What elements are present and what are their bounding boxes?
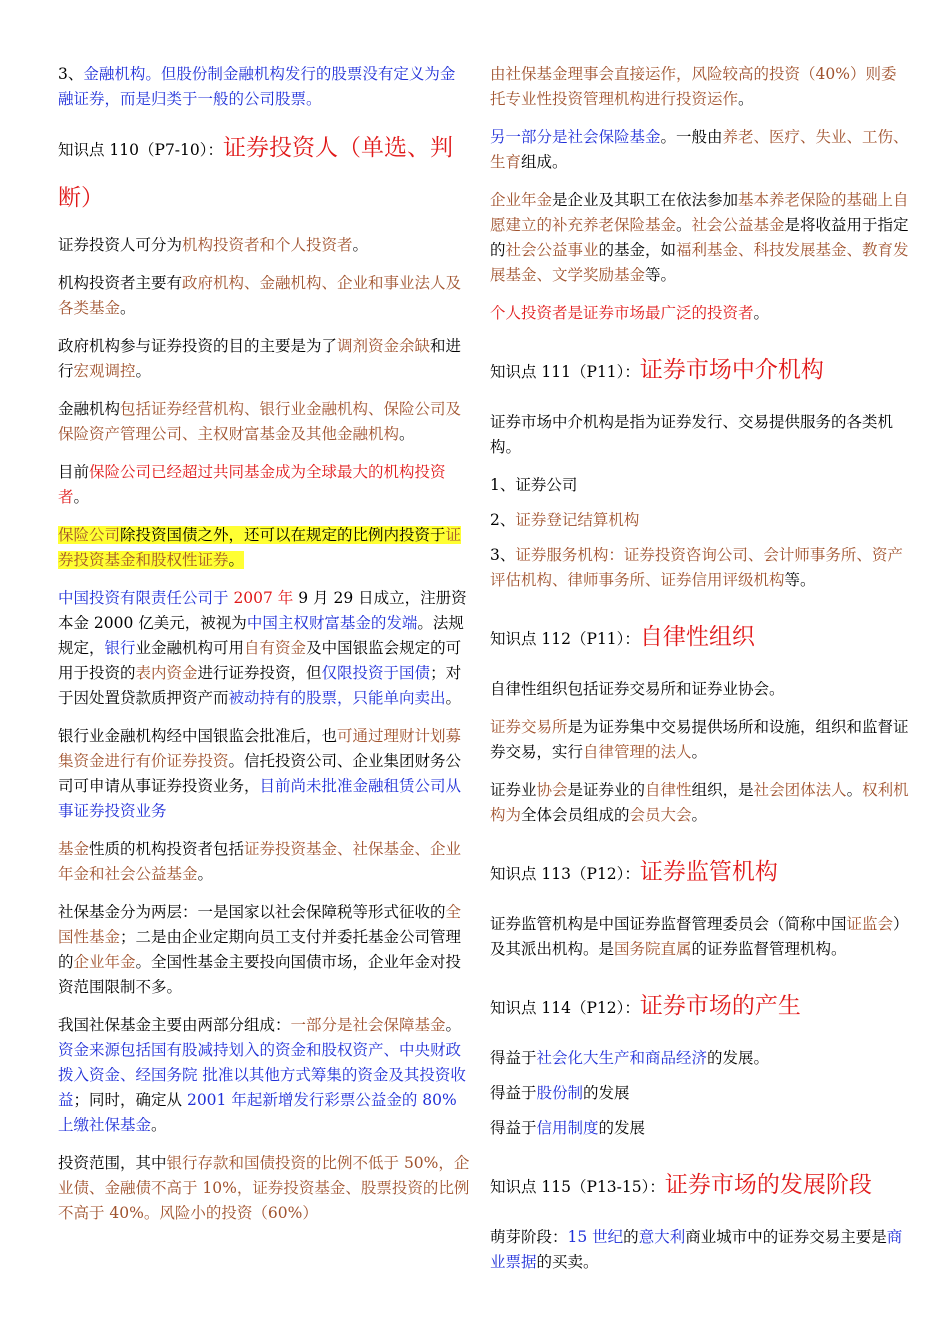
text-segment: 银行业金融机构经中国银监会批准后，也 xyxy=(58,727,338,745)
highlighted-text: 基本养老保险的基础上自愿建立的补充养老保险基金 xyxy=(490,191,909,234)
text-segment: 。 xyxy=(120,299,136,317)
highlighted-text: 社会公益事业 xyxy=(505,241,599,259)
highlighted-text: 被动持有的股票，只能单向卖出 xyxy=(228,689,446,707)
highlighted-text: 目前尚未批准金融租赁公司从事证券投资业务 xyxy=(58,777,462,820)
highlighted-text: 证券登记结算机构 xyxy=(515,511,640,529)
text-segment: 等。 xyxy=(645,266,677,284)
text-segment: 。 xyxy=(197,865,214,883)
highlighted-text: 保险公司 xyxy=(58,526,121,544)
highlighted-text: 资金来源包括国有股减持划入的资金和股权资产、中央财政拨入资金、经国务院 批准以其他方式筹集的资金及其投资收益 xyxy=(58,1041,466,1109)
paragraph xyxy=(490,1225,910,1275)
text-segment: 。 xyxy=(676,216,692,234)
highlighted-text: 社会公益基金 xyxy=(691,216,785,234)
highlighted-text: 社会化大生产和商品经济 xyxy=(536,1049,708,1067)
text-segment: 我国社保基金主要由两部分组成： xyxy=(58,1016,291,1034)
highlighted-text: 证券交易所 xyxy=(490,718,568,736)
highlighted-text: 福利基金、科技发展基金、教育发展基金、文学奖励基金 xyxy=(490,241,909,284)
text-segment: 。 xyxy=(399,425,415,443)
paragraph xyxy=(490,1046,910,1071)
paragraph xyxy=(490,125,910,175)
text-segment: 的发展 xyxy=(583,1084,630,1102)
highlighted-text: 股份制 xyxy=(536,1084,584,1102)
highlighted-text: 仅限投资于国债 xyxy=(321,664,431,682)
paragraph xyxy=(490,715,910,765)
paragraph xyxy=(490,1081,910,1106)
paragraph xyxy=(490,677,910,702)
paragraph xyxy=(58,397,470,447)
text-segment: 组织，是 xyxy=(691,781,754,799)
text-segment: ；同时，确定从 xyxy=(73,1091,187,1109)
text-segment: 及中国银监会规定的可用于投资的 xyxy=(58,639,462,682)
text-segment: 得益于 xyxy=(490,1119,537,1137)
text-segment: 组成。 xyxy=(521,153,568,171)
highlighted-text: 中国主权财富基金的发端 xyxy=(246,614,418,632)
highlighted-text: 意大利 xyxy=(638,1228,686,1246)
paragraph xyxy=(58,271,470,321)
text-segment: 。 xyxy=(691,806,708,824)
text-segment: 是证券业的 xyxy=(567,781,646,799)
paragraph xyxy=(490,301,910,326)
text-segment: 。 xyxy=(753,304,770,322)
highlighted-text: 自有资金 xyxy=(244,639,307,657)
text-segment: 的基金，如 xyxy=(598,241,677,259)
paragraph xyxy=(58,586,470,711)
text-segment: 。 xyxy=(445,1016,462,1034)
knowledge-point-label: 知识点 115（P13-15）： xyxy=(490,1178,665,1196)
highlighted-text: 政府机构、金融机构、企业和事业法人及各类基金 xyxy=(58,274,462,317)
text-segment: 。信托投资公司、企业集团财务公司可申请从事证券投资业务， xyxy=(58,752,462,795)
text-segment: 3、 xyxy=(490,546,516,564)
highlighted-text: 宏观调控 xyxy=(73,362,136,380)
highlighted-text: 协会 xyxy=(536,781,568,799)
highlighted-text: 证券投资基金和股权性证券 xyxy=(58,526,462,569)
highlighted-text: 保险公司已经超过共同基金成为全球最大的机构投资者 xyxy=(58,463,446,506)
knowledge-point-title: 证券市场中介机构 xyxy=(639,357,824,383)
text-segment: 的发展 xyxy=(598,1119,646,1137)
knowledge-point-heading xyxy=(58,125,470,225)
knowledge-point-label: 知识点 110（P7-10）： xyxy=(58,141,224,159)
paragraph xyxy=(58,460,470,510)
highlighted-text: 15 世纪 xyxy=(567,1228,624,1246)
text-segment: 政府机构参与证券投资的目的主要是为了 xyxy=(58,337,338,355)
text-segment: 等。 xyxy=(784,571,816,589)
paragraph xyxy=(490,188,910,288)
text-segment: 。 xyxy=(151,1116,167,1134)
text-segment: 1、证券公司 xyxy=(490,476,578,494)
text-segment: 。法规规定， xyxy=(58,614,464,657)
highlighted-text: 权利机构为 xyxy=(490,781,909,824)
text-segment: 证券投资人可分为 xyxy=(58,236,183,254)
text-segment: 是企业及其职工在依法参加 xyxy=(552,191,739,209)
knowledge-point-title: 证券市场的产生 xyxy=(639,993,801,1019)
highlighted-text: 社会团体法人 xyxy=(753,781,847,799)
text-segment: ；对于因处置贷款质押资产而 xyxy=(58,664,462,707)
highlighted-text: 一部分是社会保障基金 xyxy=(290,1016,446,1034)
knowledge-point-title: 证券市场的发展阶段 xyxy=(664,1172,872,1198)
highlighted-text: 全国性基金 xyxy=(58,903,462,946)
text-segment: 目前 xyxy=(58,463,90,481)
highlighted-text: 机构投资者和个人投资者 xyxy=(182,236,353,254)
paragraph xyxy=(490,778,910,828)
text-segment: 得益于 xyxy=(490,1084,537,1102)
knowledge-point-heading xyxy=(490,615,910,659)
highlighted-text: 自律性 xyxy=(645,781,692,799)
highlighted-text: 证监会 xyxy=(846,915,894,933)
highlighted-text: 由社保基金理事会直接运作，风险较高的投资（40%）则委托专业性投资管理机构进行投资运作 xyxy=(490,65,897,108)
text-segment: 。 xyxy=(691,743,708,761)
text-segment: 进行证券投资，但 xyxy=(197,664,322,682)
highlighted-text: 证券服务机构：证券投资咨询公司、会计师事务所、资产评估机构、律师事务所、证券信用评级机构 xyxy=(490,546,903,589)
knowledge-point-label: 知识点 111（P11）： xyxy=(490,363,640,381)
text-segment: 金融机构 xyxy=(58,400,121,418)
highlighted-text: 表内资金 xyxy=(135,664,198,682)
text-segment: ）及其派出机构。是 xyxy=(490,915,909,958)
text-segment: ；二是由企业定期向员工支付并委托基金公司管理的 xyxy=(58,928,462,971)
text-segment: 的买卖。 xyxy=(536,1253,599,1271)
text-segment: 证券监管机构是中国证券监督管理委员会（简称中国 xyxy=(490,915,847,933)
paragraph xyxy=(58,233,470,258)
knowledge-point-label: 知识点 114（P12）： xyxy=(490,999,640,1017)
text-segment: 得益于 xyxy=(490,1049,537,1067)
paragraph xyxy=(490,410,910,460)
highlighted-text: 。 xyxy=(228,551,245,569)
highlighted-text: 个人投资者是证券市场最广泛的投资者 xyxy=(490,304,754,322)
text-segment: 。 xyxy=(352,236,369,254)
highlighted-text: 基金 xyxy=(58,840,90,858)
knowledge-point-label: 知识点 112（P11）： xyxy=(490,630,640,648)
highlighted-text: 包括证券经营机构、银行业金融机构、保险公司及保险资产管理公司、主权财富基金及其他金融机构 xyxy=(58,400,462,443)
paragraph xyxy=(58,523,470,573)
knowledge-point-heading xyxy=(490,348,910,392)
text-segment: 商业城市中的证券交易主要是 xyxy=(685,1228,887,1246)
highlighted-text: 金融机构。但股份制金融机构发行的股票没有定义为金融证券，而是归类于一般的公司股票。 xyxy=(58,65,456,108)
paragraph xyxy=(490,62,910,112)
highlighted-text: 调剂资金余缺 xyxy=(337,337,431,355)
paragraph xyxy=(490,473,910,498)
knowledge-point-title: 自律性组织 xyxy=(639,624,755,650)
text-segment: 。 xyxy=(73,488,90,506)
paragraph xyxy=(58,837,470,887)
text-segment: 是为证券集中交易提供场所和设施，组织和监督证券交易，实行 xyxy=(490,718,909,761)
highlighted-text: 银行存款和国债投资的比例不低于 50%，企业债、金融债不高于 10%，证券投资基金、股票投资的比例不高于 40%。风险小的投资（60%） xyxy=(58,1154,470,1222)
text-segment: 。一般由 xyxy=(660,128,723,146)
paragraph xyxy=(490,1116,910,1141)
paragraph xyxy=(58,1013,470,1138)
text-segment: 性质的机构投资者包括 xyxy=(89,840,245,858)
knowledge-point-title: 证券投资人（单选、判断） xyxy=(58,135,454,211)
paragraph xyxy=(58,724,470,824)
text-segment: 。 xyxy=(846,781,863,799)
highlighted-text: 自律管理的法人 xyxy=(583,743,692,761)
knowledge-point-heading xyxy=(490,1163,910,1207)
highlighted-text: 可通过理财计划募集资金进行有价证券投资 xyxy=(58,727,462,770)
paragraph xyxy=(58,62,470,112)
knowledge-point-label: 知识点 113（P12）： xyxy=(490,865,640,883)
right-column xyxy=(490,62,910,1288)
paragraph xyxy=(490,508,910,533)
highlighted-text: 商业票据 xyxy=(490,1228,903,1271)
text-segment: 萌芽阶段： xyxy=(490,1228,568,1246)
text-segment: 证券市场中介机构是指为证券发行、交易提供服务的各类机构。 xyxy=(490,413,894,456)
text-segment: 投资范围，其中 xyxy=(58,1154,167,1172)
highlighted-text: 银行 xyxy=(104,639,136,657)
paragraph xyxy=(490,912,910,962)
text-segment: 。 xyxy=(135,362,152,380)
knowledge-point-heading xyxy=(490,984,910,1028)
text-segment: 。 xyxy=(738,90,754,108)
text-segment: 的 xyxy=(623,1228,639,1246)
highlighted-text: 企业年金 xyxy=(73,953,136,971)
text-segment: 全体会员组成的 xyxy=(521,806,630,824)
highlighted-text: 另一部分是社会保险基金 xyxy=(490,128,661,146)
text-segment: 社保基金分为两层：一是国家以社会保障税等形式征收的 xyxy=(58,903,446,921)
highlighted-text: 企业年金 xyxy=(490,191,553,209)
text-segment: 。全国性基金主要投向国债市场，企业年金对投资范围限制不多。 xyxy=(58,953,462,996)
highlighted-text: 会员大会 xyxy=(629,806,692,824)
knowledge-point-title: 证券监管机构 xyxy=(639,859,778,885)
text-segment: 证券业 xyxy=(490,781,537,799)
highlighted-text: 养老、医疗、失业、工伤、生育 xyxy=(490,128,909,171)
text-segment: 是将收益用于指定的 xyxy=(490,216,909,259)
text-segment: 机构投资者主要有 xyxy=(58,274,183,292)
text-segment: 。 xyxy=(445,689,462,707)
highlighted-text: 2001 年起新增发行彩票公益金的 80%上缴社保基金 xyxy=(58,1091,457,1134)
knowledge-point-heading xyxy=(490,850,910,894)
highlighted-text: 2007 年 xyxy=(233,589,294,607)
highlighted-text: 国务院直属 xyxy=(614,940,692,958)
highlighted-text: 除投资国债之外，还可以在规定的比例内投资于 xyxy=(120,526,446,544)
text-segment: 2、 xyxy=(490,511,516,529)
text-segment: 自律性组织包括证券交易所和证券业协会。 xyxy=(490,680,785,698)
text-segment: 的证券监督管理机构。 xyxy=(691,940,847,958)
paragraph xyxy=(58,1151,470,1226)
text-segment: 3、 xyxy=(58,65,84,83)
paragraph xyxy=(490,543,910,593)
text-segment: 的发展。 xyxy=(707,1049,770,1067)
paragraph xyxy=(58,334,470,384)
left-column xyxy=(58,62,470,1239)
highlighted-text: 中国投资有限责任公司于 xyxy=(58,589,234,607)
highlighted-text: 信用制度 xyxy=(536,1119,599,1137)
text-segment: 业金融机构可用 xyxy=(135,639,245,657)
paragraph xyxy=(58,900,470,1000)
text-segment: 9 月 29 日成立，注册资本金 2000 亿美元，被视为 xyxy=(58,589,467,632)
highlighted-text: 证券投资基金、社保基金、企业年金和社会公益基金 xyxy=(58,840,462,883)
text-segment: 和进行 xyxy=(58,337,462,380)
